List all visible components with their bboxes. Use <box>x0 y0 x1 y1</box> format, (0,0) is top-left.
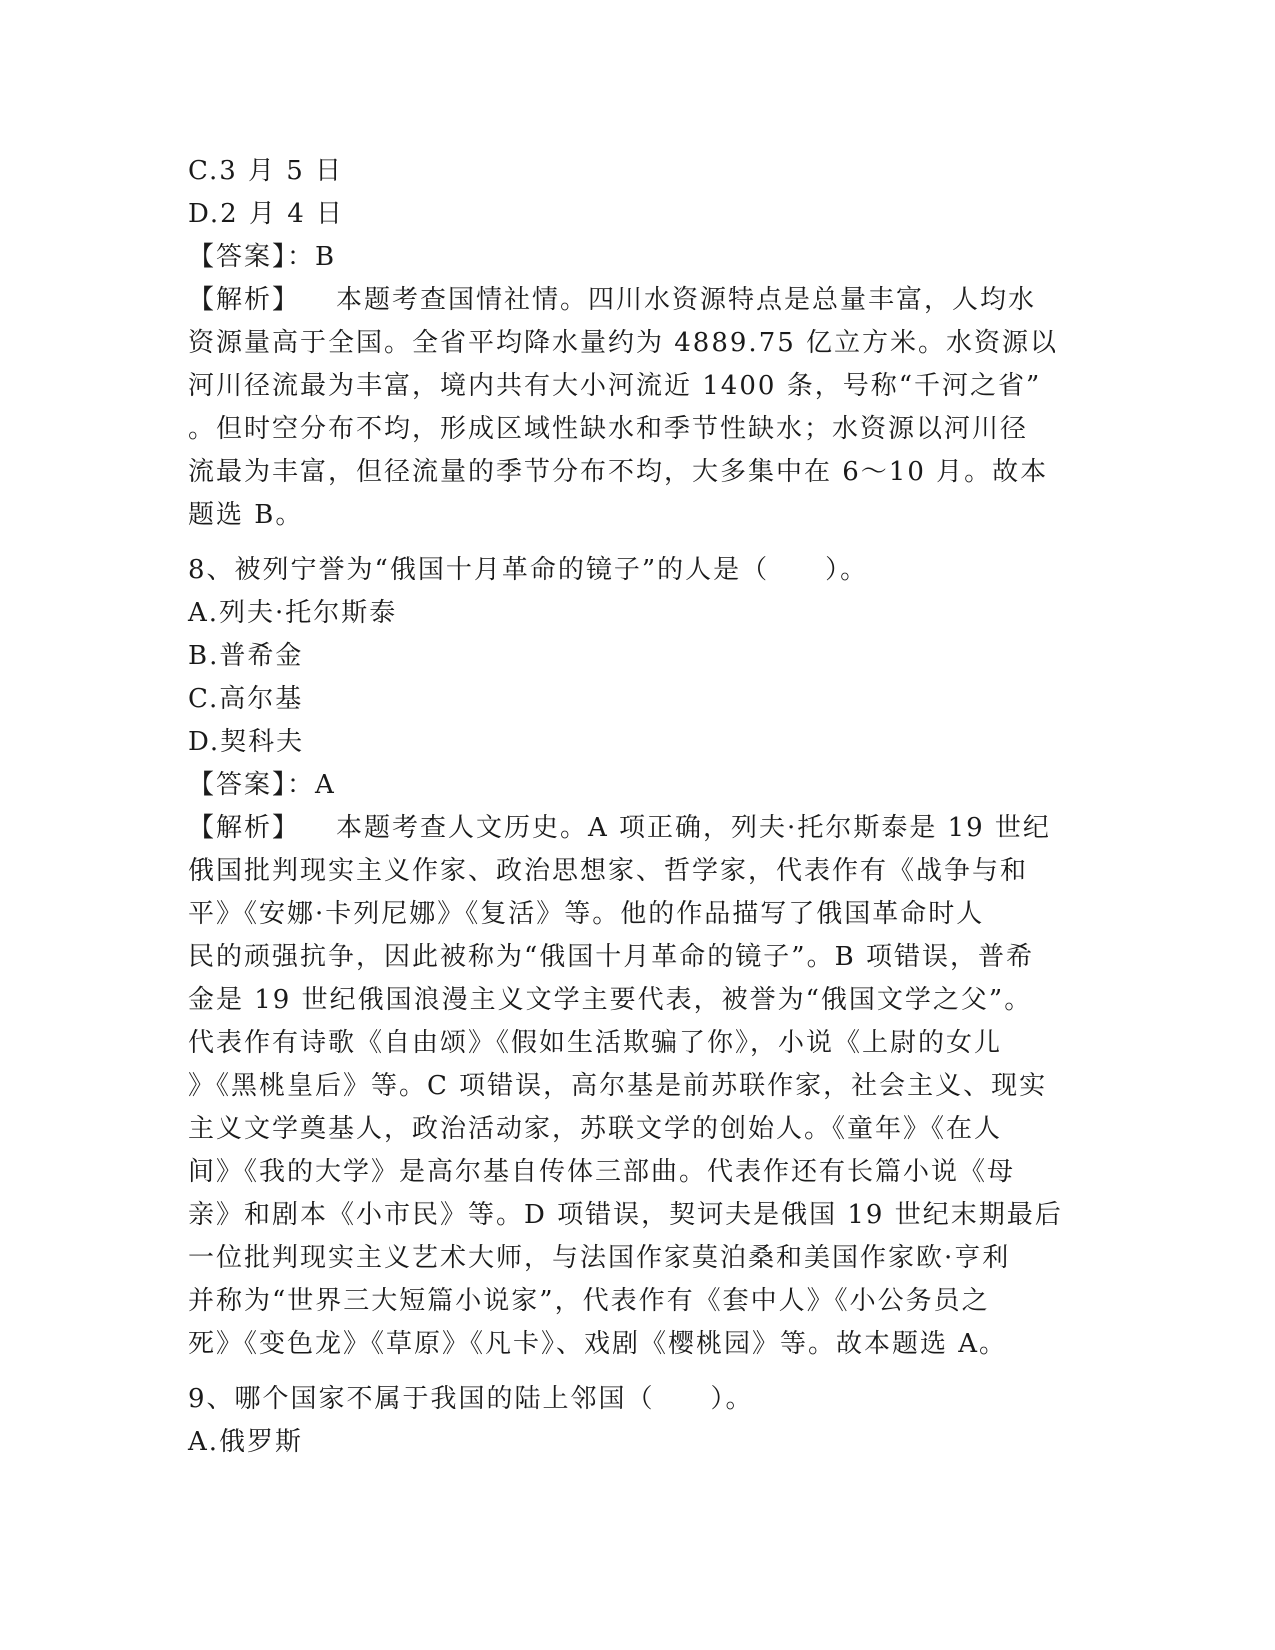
q7-analysis-line-4: 流最为丰富，但径流量的季节分布不均，大多集中在 6～10 月。故本 <box>188 457 1049 487</box>
q8-option-b: B.普希金 <box>188 641 304 671</box>
analysis-label: 【解析】 <box>188 285 301 315</box>
q8-option-a: A.列夫·托尔斯泰 <box>188 598 398 628</box>
answer-value: A <box>315 770 336 800</box>
q8-analysis-line-5: 代表作有诗歌《自由颂》《假如生活欺骗了你》，小说《上尉的女儿 <box>188 1028 1003 1058</box>
q8-question: 8、被列宁誉为“俄国十月革命的镜子”的人是（ ）。 <box>188 555 869 585</box>
q7-analysis-line-3: 。但时空分布不均，形成区域性缺水和季节性缺水；水资源以河川径 <box>188 414 1029 444</box>
page-content <box>188 150 1078 1464</box>
q7-analysis-line-0 <box>188 279 1078 322</box>
q9-option-a: A.俄罗斯 <box>188 1427 304 1457</box>
q9-question: 9、哪个国家不属于我国的陆上邻国（ ）。 <box>188 1384 754 1414</box>
q7-option-d: D.2 月 4 日 <box>188 199 345 229</box>
q8-analysis-line-7: 主义文学奠基人，政治活动家，苏联文学的创始人。《童年》《在人 <box>188 1114 1003 1144</box>
q8-answer <box>188 764 1078 807</box>
q7-analysis-line-2: 河川径流最为丰富，境内共有大小河流近 1400 条，号称“千河之省” <box>188 371 1042 401</box>
answer-label: 【答案】 <box>188 770 288 800</box>
analysis-text: 本题考查国情社情。四川水资源特点是总量丰富，人均水 <box>336 285 1037 315</box>
answer-label: 【答案】 <box>188 242 288 272</box>
q8-option-d: D.契科夫 <box>188 727 305 757</box>
q8-option-c: C.高尔基 <box>188 684 304 714</box>
analysis-text: 本题考查人文历史。A 项正确，列夫·托尔斯泰是 19 世纪 <box>336 813 1051 843</box>
answer-separator: ： <box>287 770 316 800</box>
q8-analysis-line-1: 俄国批判现实主义作家、政治思想家、哲学家，代表作有《战争与和 <box>188 856 1029 886</box>
q8-analysis-line-3: 民的顽强抗争，因此被称为“俄国十月革命的镜子”。B 项错误，普希 <box>188 942 1034 972</box>
q7-analysis-line-1: 资源量高于全国。全省平均降水量约为 4889.75 亿立方米。水资源以 <box>188 328 1059 358</box>
q8-analysis-line-12: 死》《变色龙》《草原》《凡卡》、戏剧《樱桃园》等。故本题选 A。 <box>188 1329 1008 1359</box>
answer-separator: ： <box>287 242 316 272</box>
q8-analysis-line-6: 》《黑桃皇后》等。C 项错误，高尔基是前苏联作家，社会主义、现实 <box>188 1071 1048 1101</box>
q8-analysis-line-11: 并称为“世界三大短篇小说家”，代表作有《套中人》《小公务员之 <box>188 1286 990 1316</box>
analysis-label: 【解析】 <box>188 813 301 843</box>
q7-analysis-line-5: 题选 B。 <box>188 500 304 530</box>
q8-analysis-line-0 <box>188 807 1078 850</box>
q8-analysis-line-9: 亲》和剧本《小市民》等。D 项错误，契诃夫是俄国 19 世纪末期最后 <box>188 1200 1063 1230</box>
q8-analysis-line-8: 间》《我的大学》是高尔基自传体三部曲。代表作还有长篇小说《母 <box>188 1157 1016 1187</box>
answer-value: B <box>315 242 337 272</box>
q8-analysis-line-10: 一位批判现实主义艺术大师，与法国作家莫泊桑和美国作家欧·亨利 <box>188 1243 1011 1273</box>
q8-analysis-line-4: 金是 19 世纪俄国浪漫主义文学主要代表，被誉为“俄国文学之父”。 <box>188 985 1033 1015</box>
q8-analysis-line-2: 平》《安娜·卡列尼娜》《复活》等。他的作品描写了俄国革命时人 <box>188 899 985 929</box>
q7-option-c: C.3 月 5 日 <box>188 156 344 186</box>
q7-answer <box>188 236 1078 279</box>
